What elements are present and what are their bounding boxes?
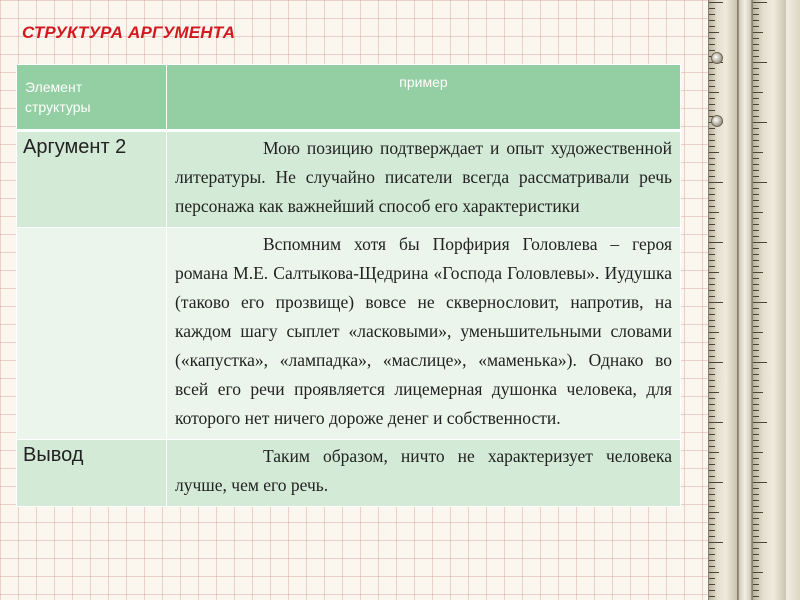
ruler-tick — [709, 296, 715, 297]
ruler-tick — [709, 392, 719, 393]
ruler-tick — [709, 74, 715, 75]
ruler-tick — [753, 428, 759, 429]
ruler-tick — [753, 44, 759, 45]
ruler-tick — [753, 296, 759, 297]
ruler-tick — [709, 362, 723, 363]
ruler-tick — [753, 212, 763, 213]
ruler-tick — [709, 470, 715, 471]
ruler-tick — [709, 242, 723, 243]
ruler-tick — [709, 452, 719, 453]
ruler-edge — [786, 0, 800, 600]
ruler-tick — [709, 416, 715, 417]
ruler-tick — [753, 500, 759, 501]
slide-title: СТРУКТУРА АРГУМЕНТА — [22, 23, 236, 42]
ruler-tick — [709, 440, 715, 441]
ruler-tick — [709, 68, 715, 69]
ruler-tick — [709, 350, 715, 351]
ruler-tick — [753, 188, 759, 189]
ruler-tick — [709, 476, 715, 477]
ruler-tick — [753, 434, 759, 435]
ruler-tick — [709, 86, 715, 87]
ruler-tick — [709, 32, 719, 33]
ruler-tick — [709, 110, 715, 111]
row-text-argument: Мою позицию подтверждает и опыт художественной литературы. Не случайно писатели всегда рассматривали речь персонажа как важнейший способ его характеристики — [167, 131, 681, 228]
ruler-tick — [709, 590, 715, 591]
ruler-tick — [709, 260, 715, 261]
ruler-tick — [709, 464, 715, 465]
ruler-tick — [709, 380, 715, 381]
ruler-tick — [753, 152, 763, 153]
ruler-tick — [709, 422, 723, 423]
ruler-tick — [753, 128, 759, 129]
ruler-tick — [753, 254, 759, 255]
ruler-tick — [753, 548, 759, 549]
ruler-tick — [753, 182, 767, 183]
ruler-tick — [753, 14, 759, 15]
ruler-tick — [753, 8, 759, 9]
ruler-tick — [709, 212, 719, 213]
ruler-tick — [753, 218, 759, 219]
ruler-tick — [753, 410, 759, 411]
ruler-tick — [753, 92, 763, 93]
ruler-tick — [709, 548, 715, 549]
ruler-tick — [753, 20, 759, 21]
ruler-tick — [753, 386, 759, 387]
ruler-rail — [738, 0, 752, 600]
ruler-tick — [753, 122, 767, 123]
ruler-tick — [709, 488, 715, 489]
ruler-tick — [753, 278, 759, 279]
ruler-tick — [709, 596, 715, 597]
ruler-tick — [709, 152, 719, 153]
ruler-tick — [753, 230, 759, 231]
argument-table — [16, 64, 681, 507]
ruler-tick — [753, 458, 759, 459]
ruler-tick — [753, 200, 759, 201]
ruler-tick — [753, 248, 759, 249]
ruler-tick — [753, 146, 759, 147]
ruler-tick — [709, 554, 715, 555]
ruler-tick — [709, 386, 715, 387]
ruler-tick — [709, 170, 715, 171]
ruler-tick — [709, 44, 715, 45]
ruler-tick — [753, 350, 759, 351]
ruler-tick — [709, 566, 715, 567]
ruler-tick — [753, 176, 759, 177]
row-text-example: Вспомним хотя бы Порфирия Головлева – героя романа М.Е. Салтыкова-Щедрина «Господа Головлевы». Иудушка (таково его прозвище) вовсе не сквернословит, напротив, на каждом шагу сыплет «ласковыми», уменьшительными словами («капустка», «лампадка», «маслице», «маменька»). Однако во всей его речи проявляется лицемерная душонка человека, для которого нет ничего дороже денег и собственности. — [167, 228, 681, 440]
ruler-tick — [753, 194, 759, 195]
ruler-tick — [753, 404, 759, 405]
ruler-tick — [753, 422, 767, 423]
ruler-tick — [709, 410, 715, 411]
ruler-tick — [709, 188, 715, 189]
ruler-tick — [753, 344, 759, 345]
ruler-tick — [753, 440, 759, 441]
ruler-tick — [709, 332, 719, 333]
ruler-tick — [709, 158, 715, 159]
ruler-tick — [753, 32, 763, 33]
ruler-tick — [753, 320, 759, 321]
ruler-tick — [753, 140, 759, 141]
ruler-tick — [709, 578, 715, 579]
ruler-tick — [753, 242, 767, 243]
ruler-tick — [709, 374, 715, 375]
ruler-tick — [753, 452, 763, 453]
ruler-tick — [709, 494, 715, 495]
ruler-tick — [709, 530, 715, 531]
ruler-tick — [709, 542, 723, 543]
ruler-tick — [709, 98, 715, 99]
ruler-tick — [709, 326, 715, 327]
table-header-row — [17, 65, 681, 131]
ruler-tick — [753, 74, 759, 75]
ruler-tick — [753, 506, 759, 507]
ruler-tick — [753, 224, 759, 225]
ruler-tick — [753, 62, 767, 63]
ruler-tick — [709, 146, 715, 147]
ruler-tick — [753, 236, 759, 237]
ruler-right — [752, 0, 788, 600]
ruler-tick — [709, 338, 715, 339]
ruler-tick — [753, 68, 759, 69]
ruler-tick — [709, 536, 715, 537]
ruler-tick — [753, 584, 759, 585]
ruler-tick — [709, 434, 715, 435]
ruler-tick — [709, 266, 715, 267]
ruler-tick — [753, 110, 759, 111]
ruler-tick — [709, 278, 715, 279]
ruler-tick — [709, 254, 715, 255]
ruler-tick — [753, 392, 763, 393]
ruler-tick — [753, 164, 759, 165]
ruler-tick — [709, 290, 715, 291]
ruler-tick — [753, 314, 759, 315]
ruler-tick — [753, 464, 759, 465]
ruler-tick — [709, 206, 715, 207]
ruler-tick — [753, 380, 759, 381]
table-row-argument — [17, 131, 681, 228]
header-structure-element: Элемент структуры — [17, 65, 167, 131]
ruler-tick — [753, 356, 759, 357]
ruler-tick — [753, 470, 759, 471]
ruler-tick — [709, 164, 715, 165]
ruler-tick — [753, 572, 763, 573]
ruler-tick — [753, 2, 767, 3]
ruler-tick — [709, 320, 715, 321]
ruler-tick — [753, 554, 759, 555]
ruler-tick — [753, 308, 759, 309]
ruler-tick — [709, 128, 715, 129]
ruler-tick — [709, 458, 715, 459]
ruler-tick — [709, 368, 715, 369]
ruler-tick — [709, 38, 715, 39]
ruler-tick — [753, 494, 759, 495]
ruler-tick — [753, 596, 759, 597]
ruler-tick — [753, 326, 759, 327]
ruler-tick — [709, 236, 715, 237]
ruler-tick — [753, 560, 759, 561]
row-label-conclusion: Вывод — [17, 440, 167, 507]
ruler-tick — [709, 428, 715, 429]
ruler-tick — [753, 446, 759, 447]
ruler-tick — [709, 314, 715, 315]
ruler-tick — [709, 524, 715, 525]
ruler-tick — [753, 80, 759, 81]
ruler-tick — [753, 398, 759, 399]
ruler-tick — [709, 80, 715, 81]
header-example: пример — [167, 65, 681, 131]
ruler-tick — [753, 482, 767, 483]
ruler-tick — [709, 446, 715, 447]
ruler-tick — [709, 404, 715, 405]
ruler-tick — [753, 536, 759, 537]
ruler-tick — [709, 308, 715, 309]
ruler-tick — [709, 176, 715, 177]
ruler-tick — [753, 530, 759, 531]
ruler-tick — [753, 260, 759, 261]
ruler-tick — [753, 488, 759, 489]
ruler-tick — [709, 218, 715, 219]
ruler-tick — [753, 38, 759, 39]
ruler-tick — [753, 302, 767, 303]
ruler-tick — [753, 542, 767, 543]
ruler-tick — [709, 200, 715, 201]
ruler-tick — [709, 230, 715, 231]
ruler-tick — [753, 362, 767, 363]
table-row-example — [17, 228, 681, 440]
screw-icon — [711, 115, 723, 127]
ruler-tick — [753, 86, 759, 87]
ruler-tick — [753, 476, 759, 477]
ruler-tick — [753, 26, 759, 27]
ruler-tick — [753, 518, 759, 519]
ruler-tick — [709, 14, 715, 15]
table-row-conclusion — [17, 440, 681, 507]
ruler-tick — [753, 206, 759, 207]
ruler-tick — [753, 332, 763, 333]
ruler-tick — [753, 134, 759, 135]
ruler-tick — [709, 8, 715, 9]
ruler-tick — [753, 272, 763, 273]
ruler-tick — [709, 398, 715, 399]
ruler-tick — [753, 284, 759, 285]
ruler-tick — [753, 104, 759, 105]
ruler-tick — [709, 482, 723, 483]
ruler-tick — [709, 512, 719, 513]
ruler-tick — [709, 284, 715, 285]
screw-icon — [711, 52, 723, 64]
ruler-tick — [753, 290, 759, 291]
ruler-left — [708, 0, 738, 600]
ruler-tick — [709, 500, 715, 501]
ruler-tick — [753, 590, 759, 591]
ruler-tick — [709, 2, 723, 3]
ruler-tick — [709, 560, 715, 561]
ruler-tick — [753, 158, 759, 159]
row-text-conclusion: Таким образом, ничто не характеризует человека лучше, чем его речь. — [167, 440, 681, 507]
ruler-tick — [709, 50, 715, 51]
ruler-tick — [709, 134, 715, 135]
ruler-tick — [709, 518, 715, 519]
ruler-tick — [709, 302, 723, 303]
ruler-tick — [709, 194, 715, 195]
ruler-tick — [709, 104, 715, 105]
ruler-tick — [709, 182, 723, 183]
ruler-tick — [753, 368, 759, 369]
ruler-tick — [753, 56, 759, 57]
ruler-tick — [709, 140, 715, 141]
row-label-argument: Аргумент 2 — [17, 131, 167, 228]
ruler-tick — [709, 224, 715, 225]
ruler-tick — [709, 572, 719, 573]
ruler-tick — [753, 524, 759, 525]
ruler-tick — [753, 266, 759, 267]
ruler-tick — [753, 512, 763, 513]
ruler-tick — [709, 92, 719, 93]
ruler-tick — [753, 170, 759, 171]
ruler-tick — [753, 50, 759, 51]
ruler-tick — [709, 20, 715, 21]
ruler-tick — [709, 344, 715, 345]
ruler-tick — [753, 578, 759, 579]
ruler-tick — [753, 416, 759, 417]
row-label-example — [17, 228, 167, 440]
ruler-tick — [709, 248, 715, 249]
ruler-tick — [753, 98, 759, 99]
ruler-tick — [709, 356, 715, 357]
ruler-tick — [709, 506, 715, 507]
ruler-tick — [753, 566, 759, 567]
ruler-tick — [709, 584, 715, 585]
ruler-tick — [753, 374, 759, 375]
ruler-tick — [753, 116, 759, 117]
ruler-tick — [709, 26, 715, 27]
ruler-tick — [753, 338, 759, 339]
ruler-tick — [709, 272, 719, 273]
